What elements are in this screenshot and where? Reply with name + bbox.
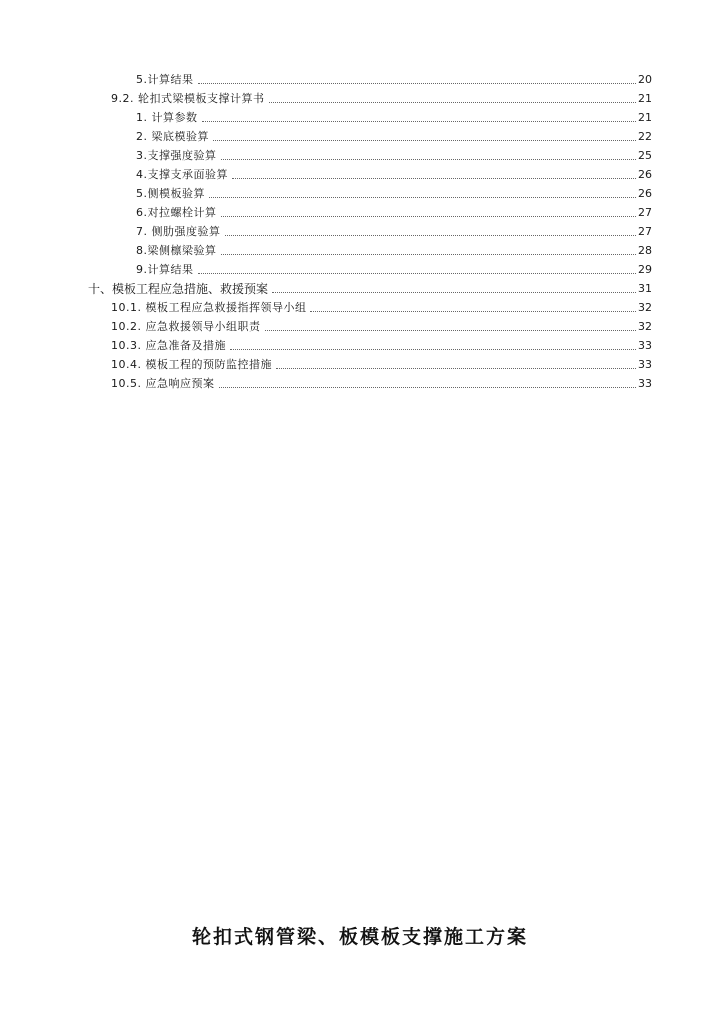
toc-leader-dots <box>272 291 636 293</box>
toc-entry[interactable] <box>136 69 652 87</box>
toc-leader-dots <box>198 272 637 274</box>
toc-leader-dots <box>209 196 636 198</box>
toc-entry-page: 29 <box>638 263 652 276</box>
toc-entry-label: 10.4. 模板工程的预防监控措施 <box>111 358 272 371</box>
toc-entry-label: 10.5. 应急响应预案 <box>111 377 215 390</box>
toc-leader-dots <box>269 101 637 103</box>
toc-leader-dots <box>198 82 637 84</box>
toc-leader-dots <box>213 139 636 141</box>
toc-entry-label: 4.支撑支承面验算 <box>136 168 228 181</box>
toc-entry-label: 7. 侧肋强度验算 <box>136 225 221 238</box>
toc-entry-label: 9.2. 轮扣式梁模板支撑计算书 <box>111 92 265 105</box>
toc-leader-dots <box>230 348 636 350</box>
toc-entry[interactable] <box>136 183 652 201</box>
toc-entry[interactable] <box>111 373 652 391</box>
toc-entry-page: 26 <box>638 168 652 181</box>
toc-leader-dots <box>219 386 637 388</box>
document-footer-title: 轮扣式钢管梁、板模板支撑施工方案 <box>191 926 528 948</box>
toc-entry-page: 21 <box>638 111 652 124</box>
toc-entry-page: 26 <box>638 187 652 200</box>
toc-entry[interactable] <box>136 259 652 277</box>
toc-leader-dots <box>202 120 637 122</box>
toc-entry-label: 10.3. 应急准备及措施 <box>111 339 226 352</box>
toc-entry-page: 33 <box>638 339 652 352</box>
toc-leader-dots <box>221 158 637 160</box>
toc-leader-dots <box>310 310 636 312</box>
toc-entry-page: 28 <box>638 244 652 257</box>
toc-entry-label: 3.支撑强度验算 <box>136 149 217 162</box>
toc-entry-page: 33 <box>638 377 652 390</box>
toc-entry-page: 27 <box>638 225 652 238</box>
toc-entry-label: 5.计算结果 <box>136 73 194 86</box>
toc-leader-dots <box>232 177 636 179</box>
toc-entry[interactable] <box>136 202 652 220</box>
toc-leader-dots <box>221 215 637 217</box>
toc-entry-page: 22 <box>638 130 652 143</box>
toc-entry[interactable] <box>111 297 652 315</box>
toc-entry-label: 10.2. 应急救援领导小组职责 <box>111 320 261 333</box>
toc-entry[interactable] <box>136 107 652 125</box>
toc-entry-page: 20 <box>638 73 652 86</box>
toc-entry[interactable] <box>111 316 652 334</box>
toc-entry-page: 21 <box>638 92 652 105</box>
toc-entry[interactable] <box>111 88 652 106</box>
toc-entry-page: 25 <box>638 149 652 162</box>
toc-entry[interactable] <box>136 240 652 258</box>
toc-entry[interactable] <box>136 164 652 182</box>
toc-entry-label: 8.梁侧檩梁验算 <box>136 244 217 257</box>
toc-entry-label: 9.计算结果 <box>136 263 194 276</box>
toc-entry[interactable] <box>136 221 652 239</box>
toc-leader-dots <box>276 367 636 369</box>
toc-leader-dots <box>265 329 637 331</box>
toc-entry-label: 10.1. 模板工程应急救援指挥领导小组 <box>111 301 307 314</box>
toc-leader-dots <box>225 234 637 236</box>
toc-entry-label: 6.对拉螺栓计算 <box>136 206 217 219</box>
toc-entry[interactable] <box>111 354 652 372</box>
toc-leader-dots <box>221 253 637 255</box>
toc-entry-page: 33 <box>638 358 652 371</box>
toc-entry-page: 32 <box>638 301 652 314</box>
toc-entry-page: 32 <box>638 320 652 333</box>
toc-entry-page: 31 <box>638 282 652 295</box>
toc-entry[interactable] <box>111 335 652 353</box>
toc-entry[interactable] <box>136 145 652 163</box>
toc-entry-label: 2. 梁底模验算 <box>136 130 209 143</box>
toc-entry-label: 5.侧模板验算 <box>136 187 205 200</box>
toc-entry-label: 1. 计算参数 <box>136 111 198 124</box>
toc-entry[interactable] <box>136 126 652 144</box>
toc-entry-label: 十、模板工程应急措施、救援预案 <box>88 282 269 296</box>
toc-chapter-entry[interactable] <box>88 278 652 296</box>
toc-entry-page: 27 <box>638 206 652 219</box>
